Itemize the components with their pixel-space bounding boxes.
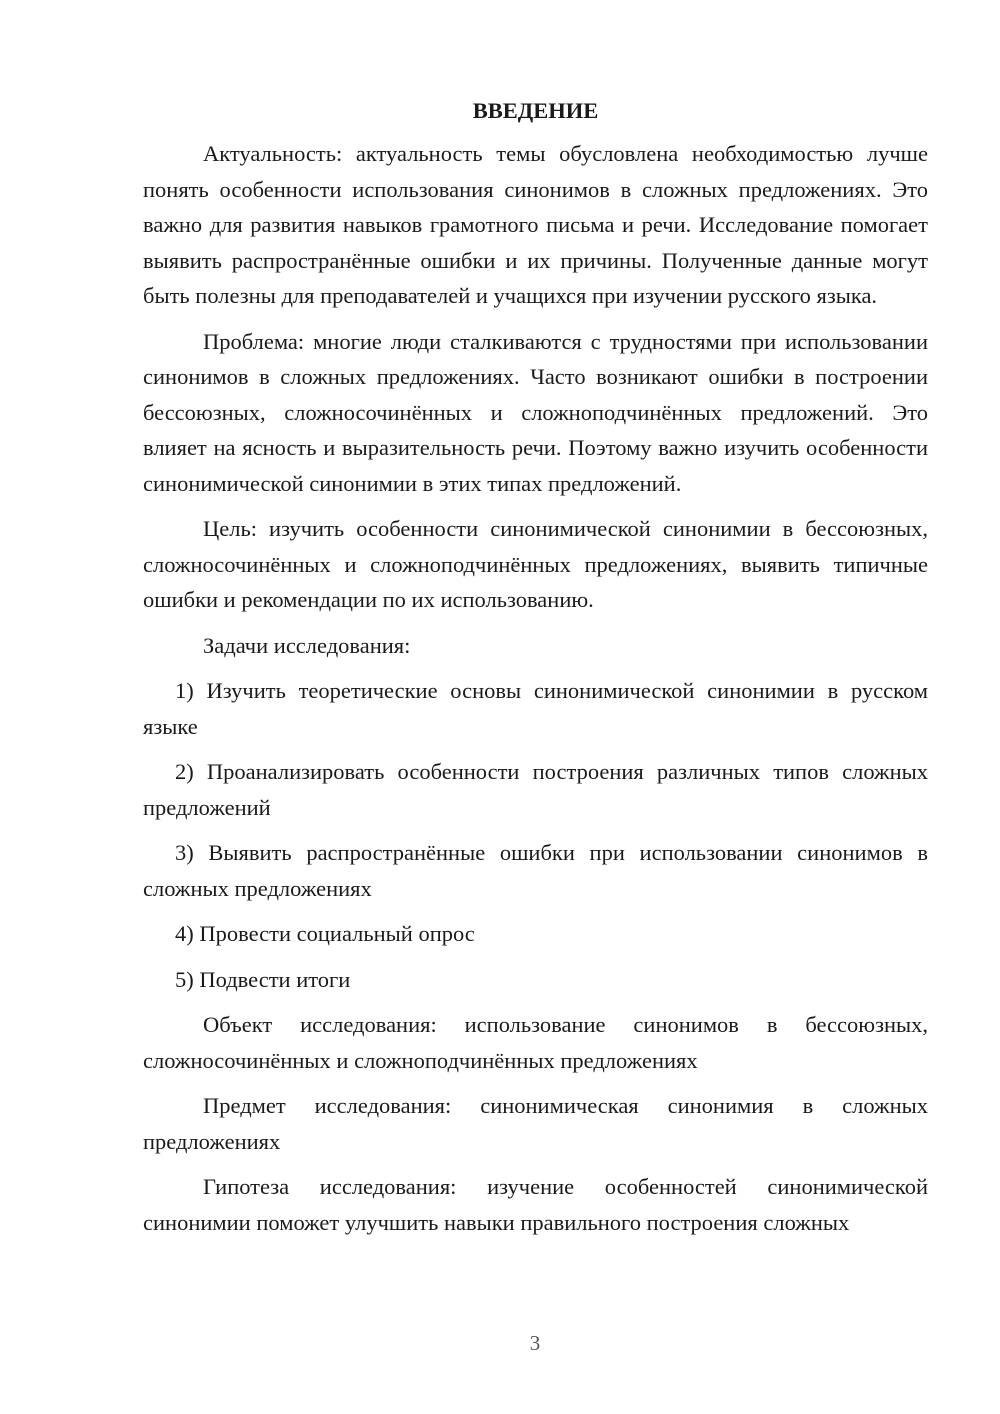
paragraph-hypothesis: Гипотеза исследования: изучение особенностей синонимической синонимии поможет улучшить навыки правильного построения сложных [143, 1174, 928, 1235]
page-number: 3 [529, 1331, 541, 1355]
paragraph-subject: Предмет исследования: синонимическая синонимия в сложных предложениях [143, 1093, 928, 1154]
task-item-1: 1) Изучить теоретические основы синонимической синонимии в русском языке [143, 678, 928, 739]
tasks-heading: Задачи исследования: [203, 632, 411, 658]
paragraph-problem: Проблема: многие люди сталкиваются с трудностями при использовании синонимов в сложных предложениях. Часто возникают ошибки в построении бессоюзных, сложносочинённых и сложноподчинённых предложений. Это влияет на ясность и выразительность речи. Поэтому важно изучить особенности синонимической синонимии в этих типах предложений. [143, 328, 928, 496]
section-title: ВВЕДЕНИЕ [472, 98, 599, 123]
paragraph-relevance: Актуальность: актуальность темы обусловлена необходимостью лучше понять особенности использования синонимов в сложных предложениях. Это важно для развития навыков грамотного письма и речи. Исследование помогает выявить распространённые ошибки и их причины. Полученные данные могут быть полезны для преподавателей и учащихся при изучении русского языка. [143, 141, 928, 308]
paragraph-object: Объект исследования: использование синонимов в бессоюзных, сложносочинённых и сложноподчинённых предложениях [143, 1012, 928, 1073]
document-page [143, 96, 928, 1250]
paragraph-goal: Цель: изучить особенности синонимической синонимии в бессоюзных, сложносочинённых и сложноподчинённых предложениях, выявить типичные ошибки и рекомендации по их использованию. [143, 516, 928, 612]
task-item-4: 4) Провести социальный опрос [175, 921, 475, 946]
task-item-3: 3) Выявить распространённые ошибки при использовании синонимов в сложных предложениях [143, 840, 928, 901]
task-item-2: 2) Проанализировать особенности построения различных типов сложных предложений [143, 759, 928, 820]
task-item-5: 5) Подвести итоги [175, 966, 351, 992]
